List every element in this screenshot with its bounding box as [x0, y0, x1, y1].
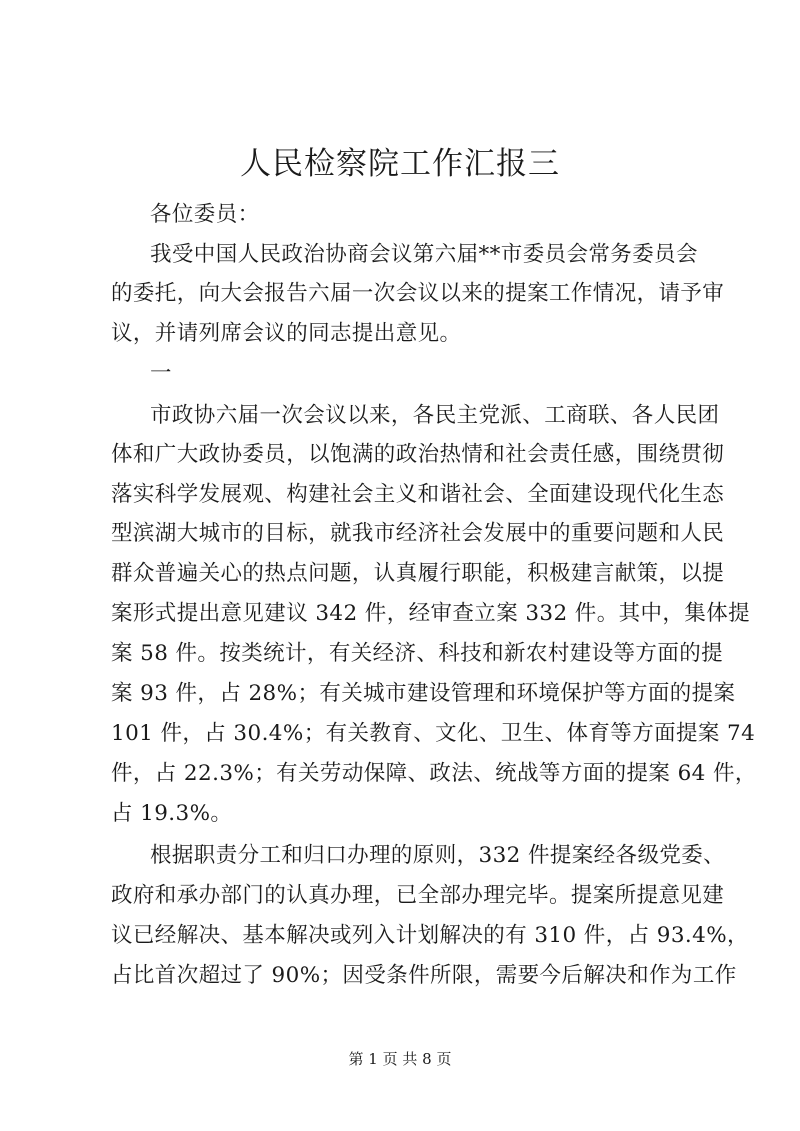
paragraph-line: 议已经解决、基本解决或列入计划解决的有 310 件，占 93.4%，	[111, 923, 749, 948]
paragraph-line: 根据职责分工和归口办理的原则，332 件提案经各级党委、	[150, 843, 726, 868]
paragraph-line: 101 件，占 30.4%；有关教育、文化、卫生、体育等方面提案 74	[111, 721, 756, 746]
paragraph-line: 型滨湖大城市的目标，就我市经济社会发展中的重要问题和人民	[111, 521, 725, 546]
page-footer: 第 1 页 共 8 页	[348, 1050, 452, 1068]
paragraph-line: 市政协六届一次会议以来，各民主党派、工商联、各人民团	[150, 403, 720, 428]
salutation: 各位委员：	[150, 202, 260, 227]
paragraph-line: 案 93 件，占 28%；有关城市建设管理和环境保护等方面的提案	[111, 681, 736, 706]
paragraph-line: 案形式提出意见建议 342 件，经审查立案 332 件。其中，集体提	[111, 601, 751, 626]
paragraph-line: 政府和承办部门的认真办理，已全部办理完毕。提案所提意见建	[111, 883, 725, 908]
paragraph-line: 案 58 件。按类统计，有关经济、科技和新农村建设等方面的提	[111, 641, 724, 666]
paragraph-line: 占 19.3%。	[111, 801, 233, 826]
paragraph-line: 的委托，向大会报告六届一次会议以来的提案工作情况，请予审	[111, 281, 725, 306]
section-heading: 一	[150, 361, 172, 386]
paragraph-line: 占比首次超过了 90%；因受条件所限，需要今后解决和作为工作	[111, 963, 737, 988]
document-title: 人民检察院工作汇报三	[240, 146, 560, 182]
paragraph-line: 件，占 22.3%；有关劳动保障、政法、统战等方面的提案 64 件，	[111, 761, 757, 786]
paragraph-line: 我受中国人民政治协商会议第六届**市委员会常务委员会	[150, 242, 698, 267]
paragraph-line: 群众普遍关心的热点问题，认真履行职能，积极建言献策，以提	[111, 561, 725, 586]
paragraph-line: 议，并请列席会议的同志提出意见。	[111, 321, 462, 346]
paragraph-line: 落实科学发展观、构建社会主义和谐社会、全面建设现代化生态	[111, 482, 725, 507]
paragraph-line: 体和广大政协委员，以饱满的政治热情和社会责任感，围绕贯彻	[111, 442, 725, 467]
